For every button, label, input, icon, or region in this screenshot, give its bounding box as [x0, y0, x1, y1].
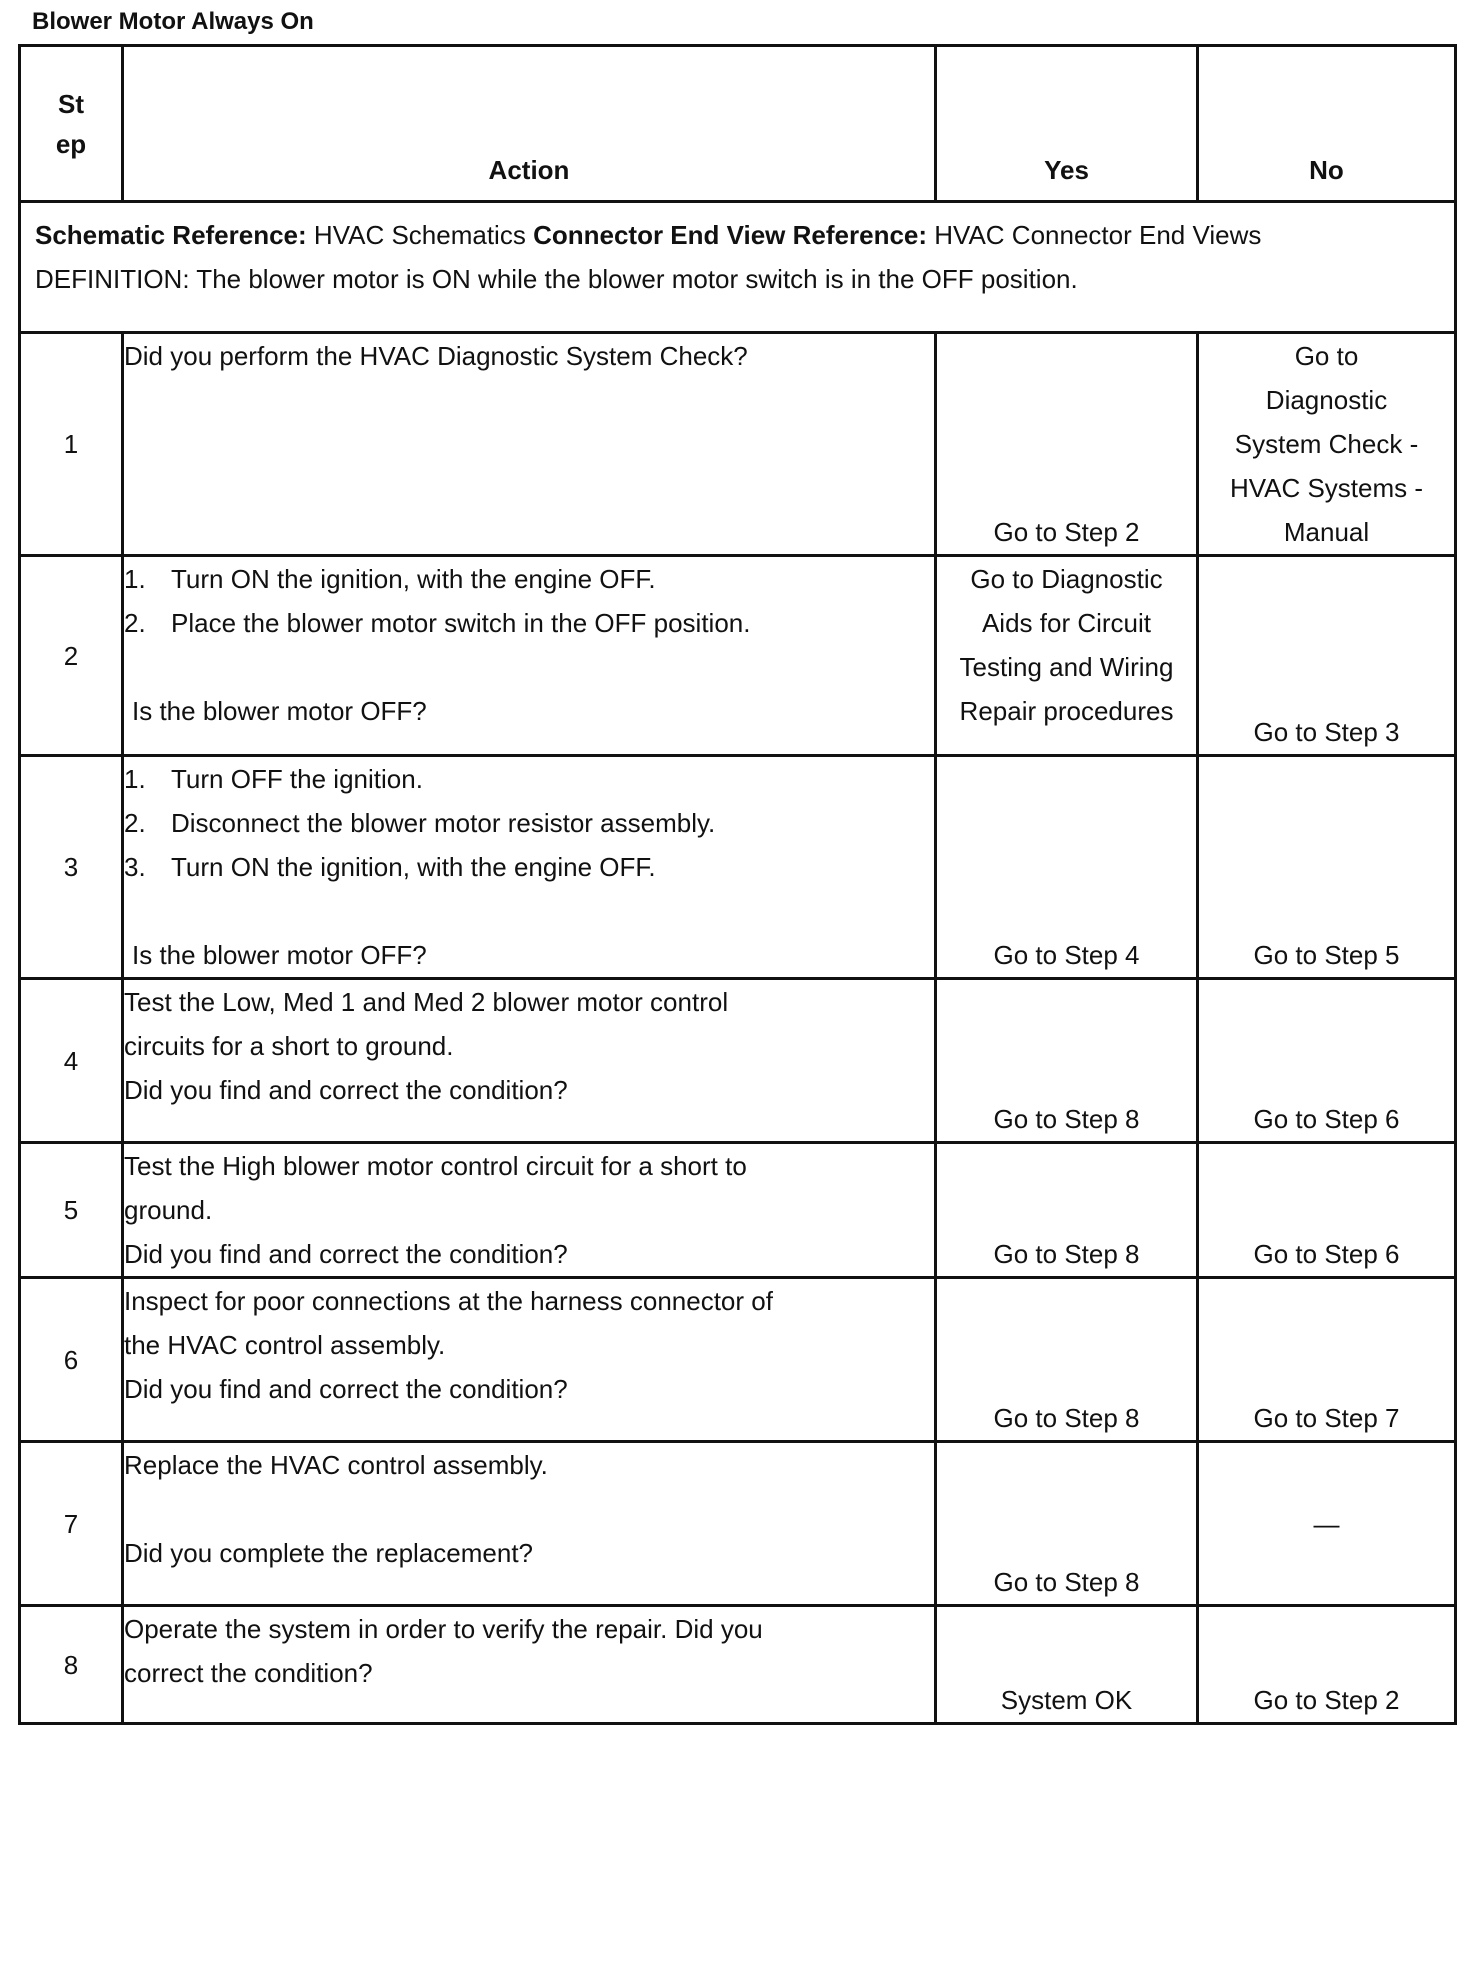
yes-cell[interactable]: Go to Step 4 [936, 756, 1198, 979]
table-row [20, 1606, 1456, 1724]
yes-cell[interactable]: Go to Diagnostic Aids for Circuit Testing and Wiring Repair procedures [936, 556, 1198, 756]
table-row [20, 1143, 1456, 1278]
action-cell [123, 756, 936, 979]
list-item: 1. Turn ON the ignition, with the engine OFF. [124, 564, 656, 594]
yes-cell[interactable]: Go to Step 2 [936, 333, 1198, 556]
no-cell[interactable]: Go to Step 6 [1198, 1143, 1456, 1278]
step-number: 2 [20, 556, 123, 756]
yes-cell[interactable]: Go to Step 8 [936, 1442, 1198, 1606]
table-row [20, 556, 1456, 756]
schematic-reference-label: Schematic Reference: [35, 220, 307, 250]
list-item: 2. Place the blower motor switch in the OFF position. [124, 608, 751, 638]
reference-row [20, 202, 1456, 333]
no-cell[interactable]: Go to Step 3 [1198, 556, 1456, 756]
no-cell[interactable]: Go to Diagnostic System Check - HVAC Systems - Manual [1198, 333, 1456, 556]
no-cell[interactable]: Go to Step 6 [1198, 979, 1456, 1143]
action-cell: Test the Low, Med 1 and Med 2 blower motor control circuits for a short to ground. Did you find and correct the condition? [123, 979, 936, 1143]
connector-reference-label: Connector End View Reference: [533, 220, 928, 250]
no-cell: — [1198, 1442, 1456, 1606]
action-cell: Operate the system in order to verify the repair. Did you correct the condition? [123, 1606, 936, 1724]
header-yes: Yes [936, 46, 1198, 202]
action-cell: Replace the HVAC control assembly. Did you complete the replacement? [123, 1442, 936, 1606]
no-cell[interactable]: Go to Step 2 [1198, 1606, 1456, 1724]
connector-reference-link[interactable]: HVAC Connector End Views [934, 220, 1262, 250]
diagnostic-table [18, 44, 1457, 1725]
list-item: 1. Turn OFF the ignition. [124, 764, 423, 794]
no-cell[interactable]: Go to Step 5 [1198, 756, 1456, 979]
action-cell: Inspect for poor connections at the harness connector of the HVAC control assembly. Did you find and correct the condition? [123, 1278, 936, 1442]
action-cell: Test the High blower motor control circuit for a short to ground. Did you find and correct the condition? [123, 1143, 936, 1278]
step-number: 3 [20, 756, 123, 979]
table-row [20, 756, 1456, 979]
step-number: 4 [20, 979, 123, 1143]
table-row [20, 1442, 1456, 1606]
table-row [20, 1278, 1456, 1442]
list-item: 3. Turn ON the ignition, with the engine OFF. [124, 852, 656, 882]
schematic-reference-link[interactable]: HVAC Schematics [313, 220, 526, 250]
table-header-row [20, 46, 1456, 202]
action-cell [123, 556, 936, 756]
step-number: 6 [20, 1278, 123, 1442]
step-number: 8 [20, 1606, 123, 1724]
table-row [20, 979, 1456, 1143]
question-text: Is the blower motor OFF? [132, 696, 427, 726]
step-number: 1 [20, 333, 123, 556]
no-cell[interactable]: Go to Step 7 [1198, 1278, 1456, 1442]
step-number: 5 [20, 1143, 123, 1278]
step-number: 7 [20, 1442, 123, 1606]
action-cell: Did you perform the HVAC Diagnostic System Check? [123, 333, 936, 556]
list-item: 2. Disconnect the blower motor resistor assembly. [124, 808, 716, 838]
yes-cell[interactable]: Go to Step 8 [936, 1143, 1198, 1278]
procedure-list [124, 557, 934, 645]
reference-cell [20, 202, 1456, 333]
yes-cell[interactable]: Go to Step 8 [936, 1278, 1198, 1442]
yes-cell: System OK [936, 1606, 1198, 1724]
table-row [20, 333, 1456, 556]
page-title: Blower Motor Always On [32, 8, 314, 35]
header-action: Action [123, 46, 936, 202]
question-text: Is the blower motor OFF? [132, 940, 427, 970]
procedure-list [124, 757, 934, 889]
header-step: St ep [20, 46, 123, 202]
header-no: No [1198, 46, 1456, 202]
yes-cell[interactable]: Go to Step 8 [936, 979, 1198, 1143]
definition-text: DEFINITION: The blower motor is ON while the blower motor switch is in the OFF position. [35, 264, 1078, 294]
